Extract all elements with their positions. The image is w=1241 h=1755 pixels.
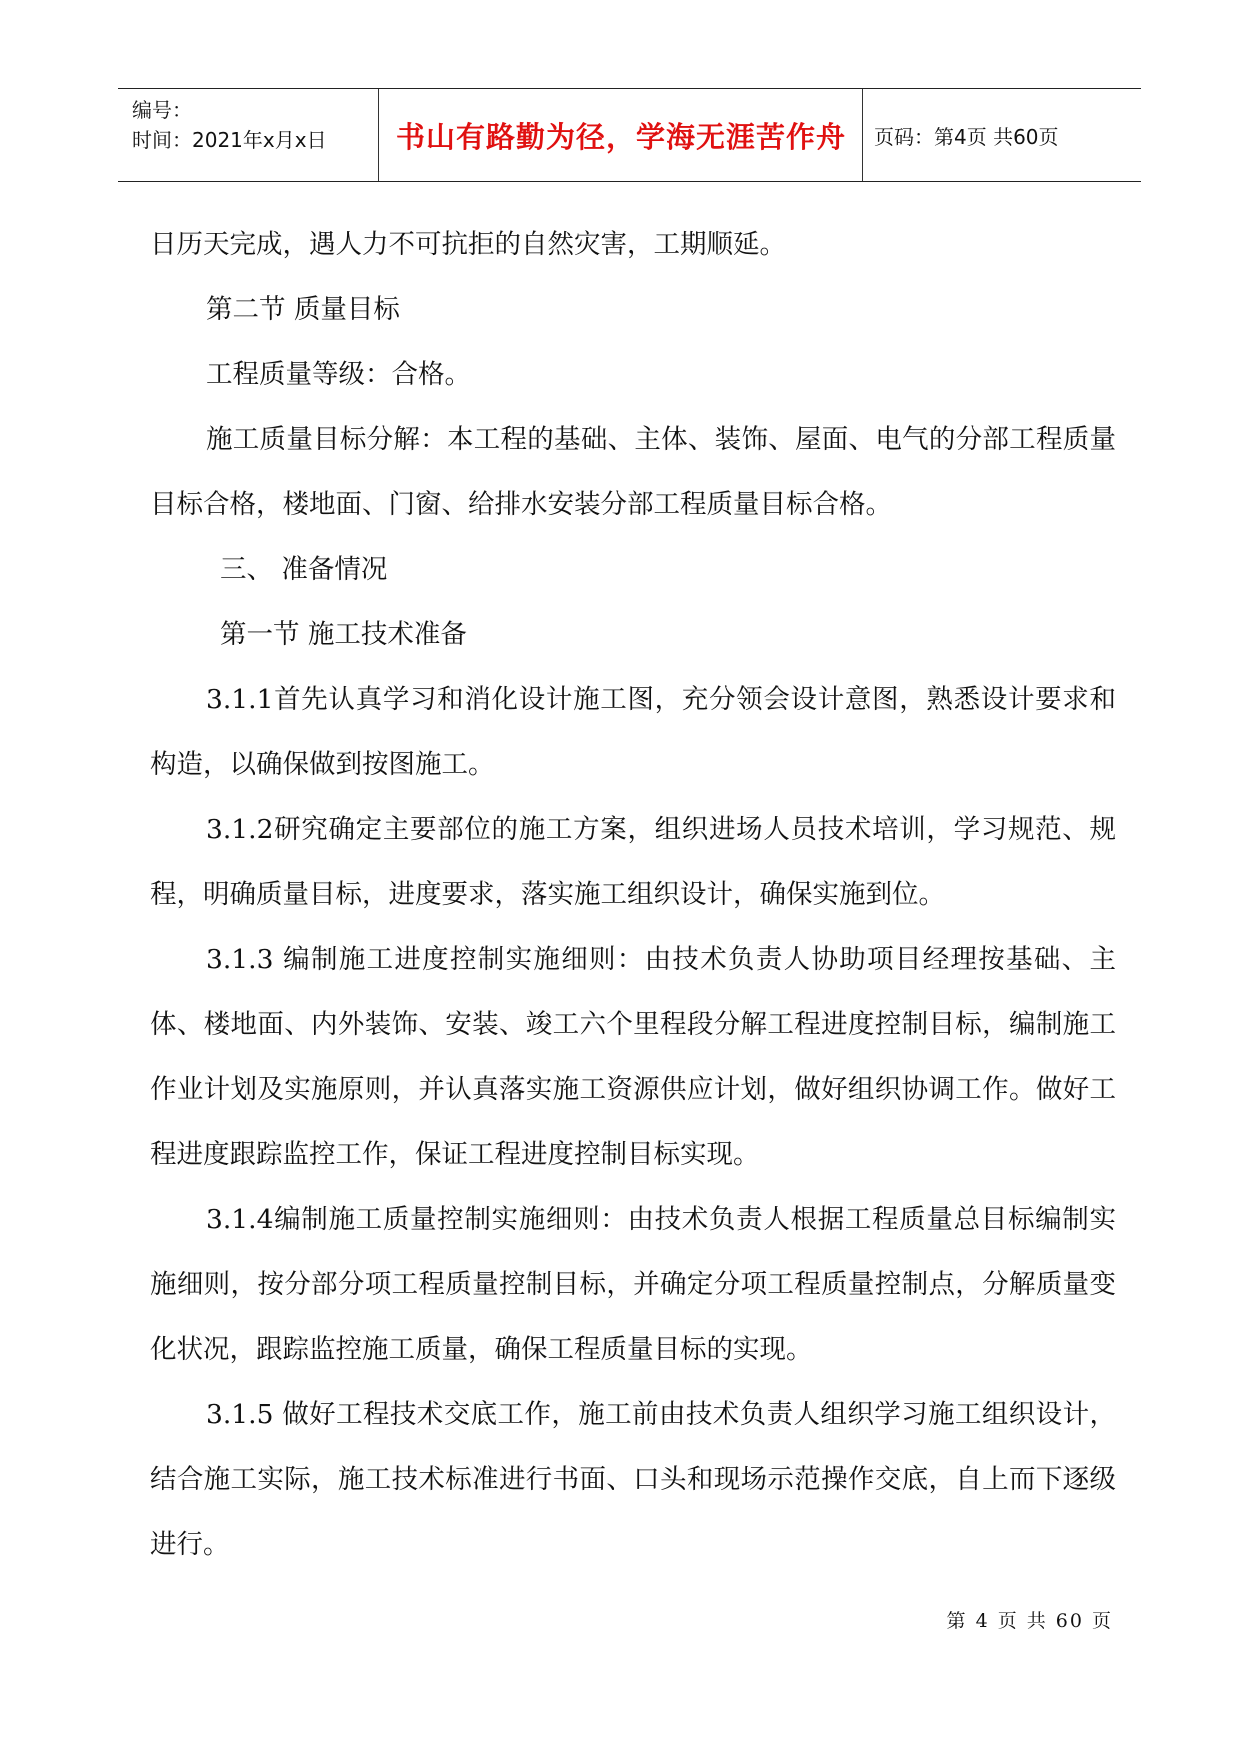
page-header bbox=[118, 88, 1141, 182]
section-heading: 第一节 施工技术准备 bbox=[220, 619, 467, 650]
paragraph: 施工质量目标分解：本工程的基础、主体、装饰、屋面、电气的分部工程质量目标合格，楼地面、门窗、给排水安装分部工程质量目标合格。 bbox=[150, 424, 1116, 520]
chapter-heading: 三、 准备情况 bbox=[220, 554, 388, 585]
header-divider bbox=[378, 89, 379, 181]
paragraph: 日历天完成，遇人力不可抗拒的自然灾害，工期顺延。 bbox=[150, 229, 786, 260]
header-meta bbox=[132, 95, 372, 155]
paragraph: 3.1.3 编制施工进度控制实施细则：由技术负责人协助项目经理按基础、主体、楼地面、内外装饰、安装、竣工六个里程段分解工程进度控制目标，编制施工作业计划及实施原则，并认真落实施工资源供应计划，做好组织协调工作。做好工程进度跟踪监控工作，保证工程进度控制目标实现。 bbox=[150, 944, 1116, 1170]
header-motto: 书山有路勤为径，学海无涯苦作舟 bbox=[395, 119, 846, 154]
paragraph: 3.1.4编制施工质量控制实施细则：由技术负责人根据工程质量总目标编制实施细则，按分部分项工程质量控制目标，并确定分项工程质量控制点，分解质量变化状况，跟踪监控施工质量，确保工程质量目标的实现。 bbox=[150, 1204, 1116, 1365]
paragraph: 3.1.2研究确定主要部位的施工方案，组织进场人员技术培训，学习规范、规程，明确质量目标，进度要求，落实施工组织设计，确保实施到位。 bbox=[150, 814, 1116, 910]
paragraph: 工程质量等级：合格。 bbox=[206, 359, 471, 390]
document-number-label: 编号： bbox=[132, 98, 192, 122]
paragraph: 3.1.5 做好工程技术交底工作，施工前由技术负责人组织学习施工组织设计，结合施工实际，施工技术标准进行书面、口头和现场示范操作交底，自上而下逐级进行。 bbox=[150, 1399, 1116, 1560]
header-page-code: 页码：第4页 共60页 bbox=[874, 124, 1059, 149]
header-divider bbox=[862, 89, 863, 181]
document-time: 时间：2021年x月x日 bbox=[132, 128, 327, 152]
section-heading: 第二节 质量目标 bbox=[206, 294, 400, 325]
paragraph: 3.1.1首先认真学习和消化设计施工图，充分领会设计意图，熟悉设计要求和构造，以确保做到按图施工。 bbox=[150, 684, 1116, 780]
document-body bbox=[150, 212, 1116, 1577]
page-footer: 第 4 页 共 60 页 bbox=[946, 1610, 1113, 1632]
